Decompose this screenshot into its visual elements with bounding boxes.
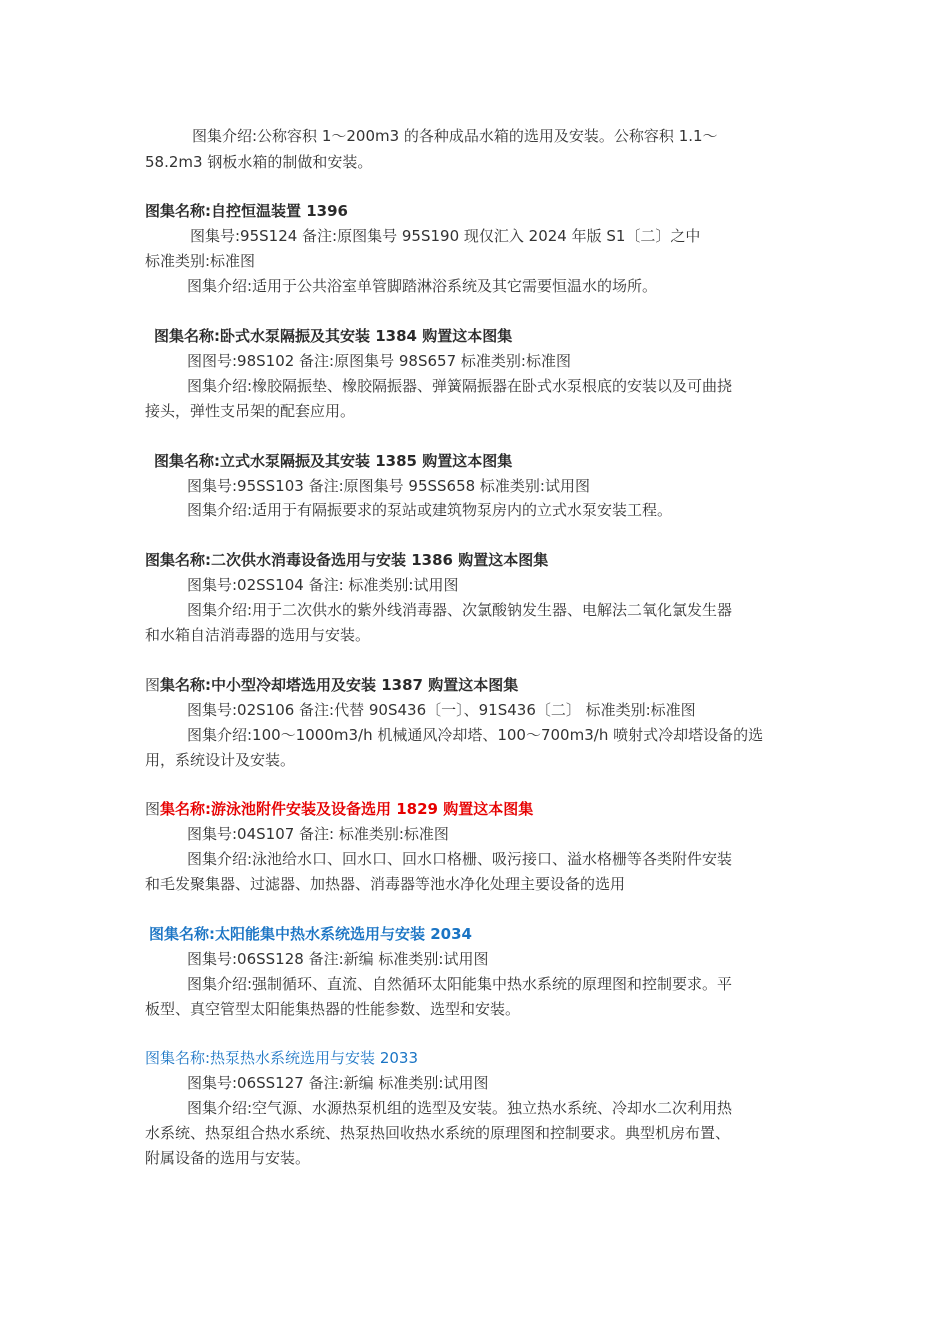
- entry-meta: 图集号:02SS104 备注: 标准类别:试用图: [187, 576, 459, 594]
- entry-title: 图集名称:热泵热水系统选用与安装 2033: [145, 1049, 418, 1067]
- entry-intro: 附属设备的选用与安装。: [145, 1149, 311, 1167]
- entry-title: 图集名称:太阳能集中热水系统选用与安装 2034: [149, 925, 472, 943]
- entry-meta: 图集号:06SS127 备注:新编 标准类别:试用图: [187, 1074, 489, 1092]
- entry-intro: 板型、真空管型太阳能集热器的性能参数、选型和安装。: [145, 1000, 521, 1018]
- title-prefix: 图: [145, 676, 161, 694]
- entry-meta: 图集号:95SS103 备注:原图集号 95SS658 标准类别:试用图: [187, 477, 590, 495]
- entry-meta: 图集号:06SS128 备注:新编 标准类别:试用图: [187, 950, 489, 968]
- entry-intro: 和毛发聚集器、过滤器、加热器、消毒器等池水净化处理主要设备的选用: [145, 875, 626, 893]
- entry-meta: 标准类别:标准图: [145, 252, 256, 270]
- entry-title: 图集名称:卧式水泵隔振及其安装 1384 购置这本图集: [154, 327, 513, 345]
- entry-meta: 图图号:98S102 备注:原图集号 98S657 标准类别:标准图: [187, 352, 571, 370]
- title-text: 集名称:中小型冷却塔选用及安装 1387 购置这本图集: [160, 676, 519, 694]
- title-text: 集名称:游泳池附件安装及设备选用 1829 购置这本图集: [160, 800, 534, 818]
- entry-intro: 图集介绍:橡胶隔振垫、橡胶隔振器、弹簧隔振器在卧式水泵根底的安装以及可曲挠: [187, 377, 733, 395]
- intro-line-2: 58.2m3 钢板水箱的制做和安装。: [145, 153, 373, 171]
- entry-intro: 图集介绍:泳池给水口、回水口、回水口格栅、吸污接口、溢水格栅等各类附件安装: [187, 850, 733, 868]
- entry-title: 图集名称:自控恒温装置 1396: [145, 202, 348, 220]
- entry-meta: 图集号:95S124 备注:原图集号 95S190 现仅汇入 2024 年版 S1〔二〕之中: [190, 227, 701, 245]
- entry-intro: 水系统、热泵组合热水系统、热泵热回收热水系统的原理图和控制要求。典型机房布置、: [145, 1124, 731, 1142]
- entry-intro: 用，系统设计及安装。: [145, 751, 296, 769]
- entry-intro: 图集介绍:100～1000m3/h 机械通风冷却塔、100～700m3/h 喷射式冷却塔设备的选: [187, 726, 764, 744]
- entry-meta: 图集号:02S106 备注:代替 90S436〔一〕、91S436〔二〕 标准类别:标准图: [187, 701, 696, 719]
- intro-line-1: 图集介绍:公称容积 1～200m3 的各种成品水箱的选用及安装。公称容积 1.1～: [192, 127, 718, 145]
- entry-intro: 和水箱自洁消毒器的选用与安装。: [145, 626, 371, 644]
- entry-title: 图集名称:二次供水消毒设备选用与安装 1386 购置这本图集: [145, 551, 549, 569]
- entry-intro: 图集介绍:用于二次供水的紫外线消毒器、次氯酸钠发生器、电解法二氧化氯发生器: [187, 601, 733, 619]
- entry-meta: 图集号:04S107 备注: 标准类别:标准图: [187, 825, 449, 843]
- title-prefix: 图: [145, 800, 161, 818]
- entry-title: 图集名称:立式水泵隔振及其安装 1385 购置这本图集: [154, 452, 513, 470]
- entry-intro: 图集介绍:强制循环、直流、自然循环太阳能集中热水系统的原理图和控制要求。平: [187, 975, 733, 993]
- entry-intro: 图集介绍:空气源、水源热泵机组的选型及安装。独立热水系统、冷却水二次利用热: [187, 1099, 733, 1117]
- entry-title: [145, 799, 533, 819]
- entry-title: [145, 675, 518, 695]
- entry-intro: 接头，弹性支吊架的配套应用。: [145, 402, 356, 420]
- entry-intro: 图集介绍:适用于有隔振要求的泵站或建筑物泵房内的立式水泵安装工程。: [187, 501, 673, 519]
- entry-intro: 图集介绍:适用于公共浴室单管脚踏淋浴系统及其它需要恒温水的场所。: [187, 277, 658, 295]
